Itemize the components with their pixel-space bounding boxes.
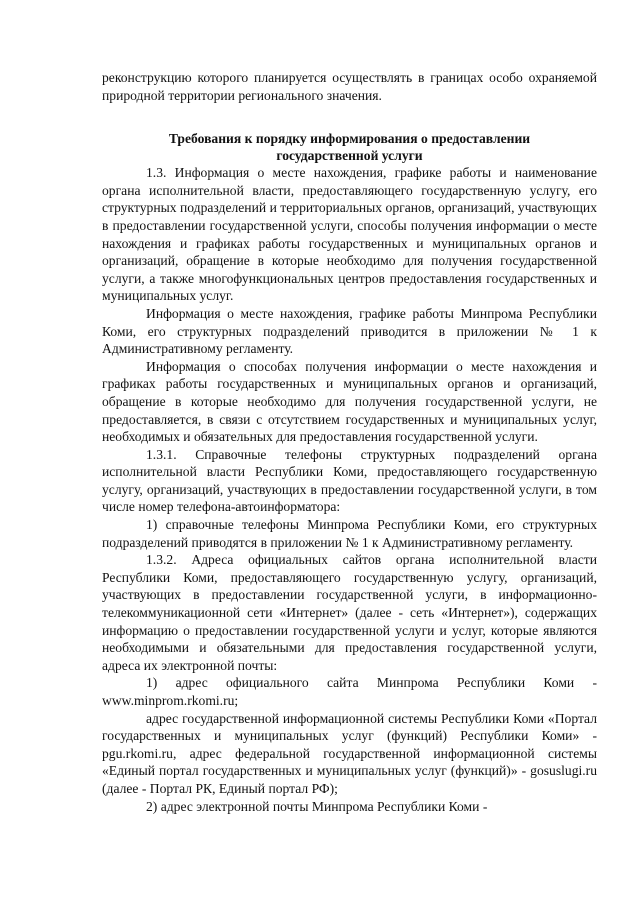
document-body	[102, 69, 597, 815]
intro-paragraph: реконструкцию которого планируется осуществлять в границах особо охраняемой природной территории регионального значения.	[102, 70, 597, 103]
paragraph-1-3-2: 1.3.2. Адреса официальных сайтов органа исполнительной власти Республики Коми, предоставляющего государственную услугу, организаций, участвующих в предоставлении государственной услуги, в информационно-телекоммуникационной сети «Интернет» (далее - сеть «Интернет»), содержащих информацию о предоставлении государственной услуги и услуг, которые являются необходимыми и обязательными для предоставления государственной услуги, адреса их электронной почты:	[102, 552, 597, 673]
list-item-email: 2) адрес электронной почты Минпрома Республики Коми -	[146, 798, 488, 814]
section-heading-line-1: Требования к порядку информирования о предоставлении	[168, 131, 531, 147]
paragraph-portals: адрес государственной информационной системы Республики Коми «Портал государственных и муниципальных услуг (функций) Республики Коми» - pgu.rkomi.ru, адрес федеральной государственной информационной системы «Единый портал государственных и муниципальных услуг (функций)» - gosuslugi.ru (далее - Портал РК, Единый портал РФ);	[102, 710, 597, 796]
section-heading	[102, 130, 597, 164]
section-heading-line-2: государственной услуги	[276, 148, 423, 164]
paragraph-methods-info: Информация о способах получения информации о месте нахождения и графиках работы государственных и муниципальных органов и организаций, обращение в которые необходимо для получения государственной услуги, не предоставляется, в связи с отсутствием государственных и муниципальных услуг, необходимых и обязательных для предоставления государственной услуги.	[102, 358, 597, 445]
list-item-website: 1) адрес официального сайта Минпрома Республики Коми - www.minprom.rkomi.ru;	[102, 675, 597, 708]
list-item-phones: 1) справочные телефоны Минпрома Республики Коми, его структурных подразделений приводятся в приложении № 1 к Административному регламенту.	[102, 517, 597, 550]
paragraph-1-3: 1.3. Информация о месте нахождения, графике работы и наименование органа исполнительной власти, предоставляющего государственную услугу, его структурных подразделений и территориальных органов, организаций, участвующих в предоставлении государственной услуги, способы получения информации о месте нахождения и графиках работы государственных и муниципальных органов и организаций, обращение в которые необходимо для получения государственной услуги, а также многофункциональных центров предоставления государственных и муниципальных услуг.	[102, 165, 597, 304]
paragraph-1-3-1: 1.3.1. Справочные телефоны структурных подразделений органа исполнительной власти Республики Коми, предоставляющего государственную услугу, организаций, участвующих в предоставлении государственной услуги, в том числе номер телефона-автоинформатора:	[102, 446, 597, 515]
paragraph-location-info: Информация о месте нахождения, графике работы Минпрома Республики Коми, его структурных подразделений приводится в приложении № 1 к Административному регламенту.	[102, 305, 597, 357]
